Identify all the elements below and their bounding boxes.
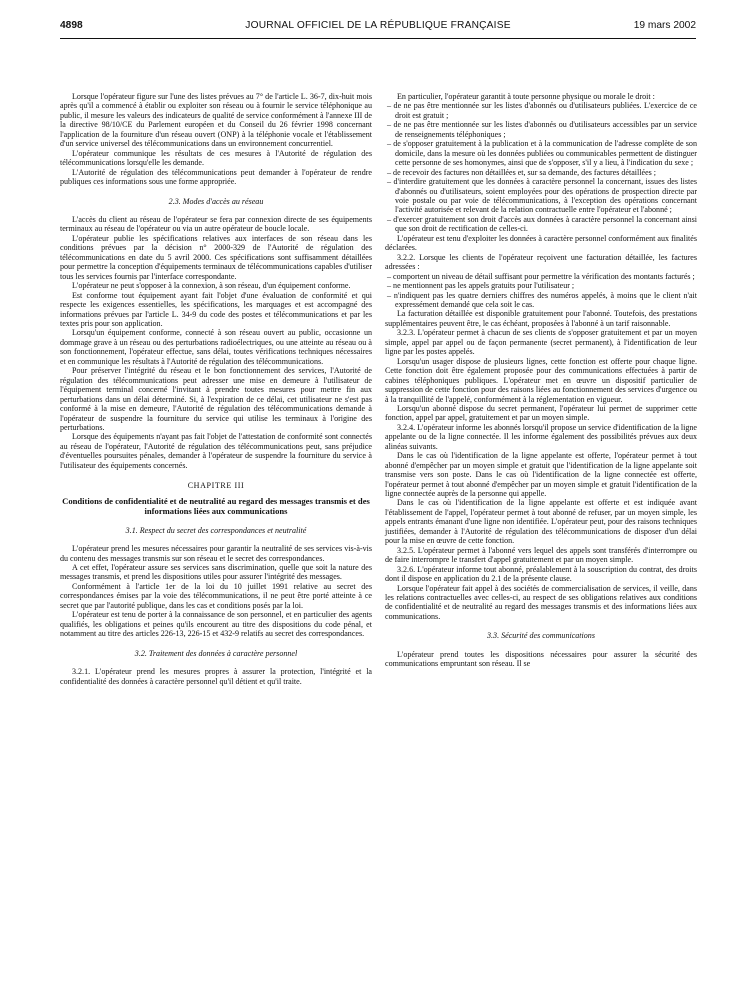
paragraph: L'opérateur prend les mesures nécessaires pour garantir la neutralité de ses services vis-à-vis du contenu des messages transmis sur son réseau et le secret des correspondances. — [60, 544, 372, 563]
paragraph: L'opérateur ne peut s'opposer à la connexion, à son réseau, d'un équipement conforme. — [72, 281, 351, 291]
paragraph: En particulier, l'opérateur garantit à toute personne physique ou morale le droit : — [397, 92, 655, 101]
right-column — [385, 92, 697, 669]
paragraph: 3.2.3. L'opérateur permet à chacun de ses clients de s'opposer gratuitement et par un moyen simple, appel par appel ou de façon permanente (secret permanent), à l'identification de leur ligne par les postes appelés. — [385, 328, 697, 357]
paragraph: Dans le cas où l'identification de la ligne appelante est offerte et est indiquée avant l'établissement de l'appel, l'opérateur permet à tout abonné de refuser, par un moyen simple, les appels entrants émanant d'une ligne non identifiée. L'opérateur peut, pour des raisons techniques justifiées, demander à l'Autorité de régulation des télécommunications de disposer d'un délai pour la mise en œuvre de cette fonction. — [385, 498, 697, 546]
list-item: – d'exercer gratuitement son droit d'accès aux données à caractère personnel la concernant ainsi que son droit de rectification de celles-ci. — [385, 215, 697, 234]
paragraph: L'accès du client au réseau de l'opérateur se fera par connexion directe de ses équipements terminaux au réseau de l'opérateur ou via un autre opérateur de boucle locale. — [60, 214, 372, 234]
paragraph: L'opérateur communique les résultats de ces mesures à l'Autorité de régulation des télécommunications lorsqu'elle les demande. — [60, 148, 372, 168]
paragraph: Lorsqu'un équipement conforme, connecté à son réseau ouvert au public, occasionne un dommage grave à un réseau ou des perturbations radioélectriques, ou une atteinte au réseau ou à son fonctionnement, l'opérateur effectue, sans délai, toutes vérifications techniques nécessaires et en communique les résultats à l'Autorité de régulation des télécommunications. — [60, 328, 372, 366]
list-item: – de ne pas être mentionnée sur les listes d'abonnés ou d'utilisateurs publiées. L'exercice de ce droit est gratuit ; — [385, 101, 697, 120]
paragraph: L'opérateur est tenu d'exploiter les données à caractère personnel conformément aux finalités déclarées. — [385, 233, 697, 253]
page-number: 4898 — [60, 20, 83, 31]
paragraph: L'opérateur est tenu de porter à la connaissance de son personnel, et en particulier des agents qualifiés, les obligations et peines qu'ils encourent au titre des dispositions du code pénal, et notamment au titre des articles 226-13, 226-15 et 432-9 relatifs au secret des correspondances. — [60, 610, 372, 639]
section-heading-3-2: 3.2. Traitement des données à caractère personnel — [134, 648, 298, 658]
paragraph: 3.2.6. L'opérateur informe tout abonné, préalablement à la souscription du contrat, des droits dont il dispose en application du 2.1 de la présente clause. — [385, 564, 697, 584]
paragraph: Conformément à l'article 1er de la loi du 10 juillet 1991 relative au secret des correspondances émises par la voie des télécommunications, il ne peut être porté atteinte à ce secret que par l'autorité publique, dans les cas et conditions posés par la loi. — [60, 581, 372, 610]
rights-list — [385, 101, 697, 233]
paragraph: Lorsqu'un abonné dispose du secret permanent, l'opérateur lui permet de supprimer cette fonction, appel par appel, gratuitement et par un moyen simple. — [385, 403, 697, 423]
section-heading-2-3: 2.3. Modes d'accès au réseau — [168, 196, 264, 206]
paragraph: 3.2.5. L'opérateur permet à l'abonné vers lequel des appels sont transférés d'interrompre ou de faire interrompre le transfert d'appel gratuitement et par un moyen simple. — [385, 545, 697, 565]
list-item: – comportent un niveau de détail suffisant pour permettre la vérification des montants facturés ; — [385, 272, 697, 281]
list-item: – de recevoir des factures non détaillées et, sur sa demande, des factures détaillées ; — [385, 168, 697, 177]
paragraph: Dans le cas où l'identification de la ligne appelante est offerte, l'opérateur permet à tout abonné d'empêcher par un moyen simple et gratuit que l'identification de la ligne appelante soit transmise vers son poste. Dans le cas où l'identification de la ligne connectée est offerte, l'opérateur permet à tout abonné d'empêcher par un moyen simple et gratuit l'identification de la ligne connectée auprès de la personne qui appelle. — [385, 451, 697, 499]
paragraph: 3.2.2. Lorsque les clients de l'opérateur reçoivent une facturation détaillée, les factures adressées : — [385, 252, 697, 272]
paragraph: L'Autorité de régulation des télécommunications peut demander à l'opérateur de rendre publiques ces informations sous une forme appropriée. — [60, 167, 372, 187]
paragraph: La facturation détaillée est disponible gratuitement pour l'abonné. Toutefois, des prestations supplémentaires peuvent être, le cas échéant, proposées à l'abonné à un tarif raisonnable. — [385, 309, 697, 328]
chapter-heading: CHAPITRE III — [187, 481, 245, 491]
list-item: – d'interdire gratuitement que les données à caractère personnel la concernant, issues des listes d'abonnés ou d'utilisateurs, soient employées pour des opérations de prospection directe par voie postale ou par voie de télécommunications, à l'exception des opérations concernant l'activité autorisée et relevant de la relation contractuelle entre l'opérateur et l'abonné ; — [385, 177, 697, 215]
page-header — [60, 20, 696, 36]
list-item: – de s'opposer gratuitement à la publication et à la communication de l'adresse complète de son domicile, dans la mesure où les données publiées ou communicables permettent de distinguer cette personne de ses homonymes, ainsi que de s'opposer, s'il y a lieu, à l'indication du sexe ; — [385, 139, 697, 167]
paragraph: Lorsque l'opérateur figure sur l'une des listes prévues au 7° de l'article L. 36-7, dix-huit mois après qu'il a commencé à établir ou exploiter son réseau ou à fournir le service téléphonique au public, il mesure les valeurs des indicateurs de qualité de service conformément à l'annexe III de la directive 98/10/CE du Parlement européen et du Conseil du 26 février 1998 concernant l'application de la fourniture d'un réseau ouvert (ONP) à la téléphonie vocale et l'établissement d'un service universel des télécommunications dans un environnement concurrentiel. — [60, 92, 372, 149]
paragraph: L'opérateur prend toutes les dispositions nécessaires pour assurer la sécurité des communications empruntant son réseau. Il se — [385, 649, 697, 669]
header-rule — [60, 38, 696, 39]
issue-date: 19 mars 2002 — [633, 20, 696, 31]
invoice-list — [385, 272, 697, 310]
paragraph: 3.2.1. L'opérateur prend les mesures propres à assurer la protection, l'intégrité et la confidentialité des données à caractère personnel qu'il détient et qu'il traite. — [60, 667, 372, 686]
paragraph: Est conforme tout équipement ayant fait l'objet d'une évaluation de conformité et qui respecte les exigences essentielles, les spécifications, les marquages et est accompagné des informations prévues par l'article L. 34-9 du code des postes et télécommunications et par les textes pris pour son application. — [60, 290, 372, 328]
list-item: – ne mentionnent pas les appels gratuits pour l'utilisateur ; — [385, 281, 697, 290]
paragraph: Lorsque l'opérateur fait appel à des sociétés de commercialisation de services, il veille, dans les relations contractuelles avec celles-ci, au respect de ses obligations relatives aux conditions de confidentialité et de neutralité au regard des messages transmis et des informations liées aux communications. — [385, 583, 697, 621]
section-heading-3-1: 3.1. Respect du secret des correspondances et neutralité — [125, 525, 307, 535]
paragraph: A cet effet, l'opérateur assure ses services sans discrimination, quelle que soit la nature des messages transmis, et prend les dispositions utiles pour assurer l'intégrité des messages. — [60, 563, 372, 582]
paragraph: Lorsque des équipements n'ayant pas fait l'objet de l'attestation de conformité sont connectés au réseau de l'opérateur, l'Autorité de régulation des télécommunications peut, sans préjudice d'éventuelles poursuites pénales, demander à l'opérateur de suspendre la fourniture du service à l'utilisateur des équipements concernés. — [60, 432, 372, 470]
left-column — [60, 92, 372, 686]
section-heading-3-3: 3.3. Sécurité des communications — [487, 631, 595, 641]
paragraph: L'opérateur publie les spécifications relatives aux interfaces de son réseau dans les conditions prévues par la décision n° 2000-329 de l'Autorité de régulation des télécommunications en date du 5 avril 2000. Ces spécifications sont suffisamment détaillées pour permettre la conception d'équipements terminaux de télécommunications capables d'utiliser tous les services fournis par l'interface correspondante. — [60, 233, 372, 281]
list-item: – n'indiquent pas les quatre derniers chiffres des numéros appelés, à moins que le client n'ait expressément demandé que cela soit le cas. — [385, 291, 697, 310]
chapter-title: Conditions de confidentialité et de neutralité au regard des messages transmis et des informations liées aux communications — [62, 495, 370, 516]
paragraph: 3.2.4. L'opérateur informe les abonnés lorsqu'il propose un service d'identification de la ligne appelante ou de la ligne connectée. Il les informe également des possibilités prévues aux deux alinéas suivants. — [385, 422, 697, 451]
list-item: – de ne pas être mentionnée sur les listes d'abonnés ou d'utilisateurs accessibles par un service de renseignements téléphoniques ; — [385, 120, 697, 139]
paragraph: Pour préserver l'intégrité du réseau et le bon fonctionnement des services, l'Autorité de régulation des télécommunications peut adresser une mise en demeure à l'utilisateur de l'équipement terminal concerné l'invitant à prendre toutes mesures pour mettre fin aux perturbations dans un délai déterminé. Si, à l'expiration de ce délai, cet utilisateur ne s'est pas conformé à la mise en demeure, l'Autorité de régulation des télécommunications demande à l'opérateur de suspendre la fourniture du service qui utilise les terminaux à l'origine des perturbations. — [60, 366, 372, 432]
paragraph: Lorsqu'un usager dispose de plusieurs lignes, cette fonction est offerte pour chaque ligne. Cette fonction doit être également proposée pour des communications effectuées à partir de cabines téléphoniques publiques. L'opérateur met en œuvre un dispositif particulier de suppression de cette fonction pour des raisons liées au fonctionnement des services d'urgence ou à la tranquillité de l'appelé, conformément à la réglementation en vigueur. — [385, 356, 697, 404]
journal-title: JOURNAL OFFICIEL DE LA RÉPUBLIQUE FRANÇAISE — [245, 20, 511, 31]
